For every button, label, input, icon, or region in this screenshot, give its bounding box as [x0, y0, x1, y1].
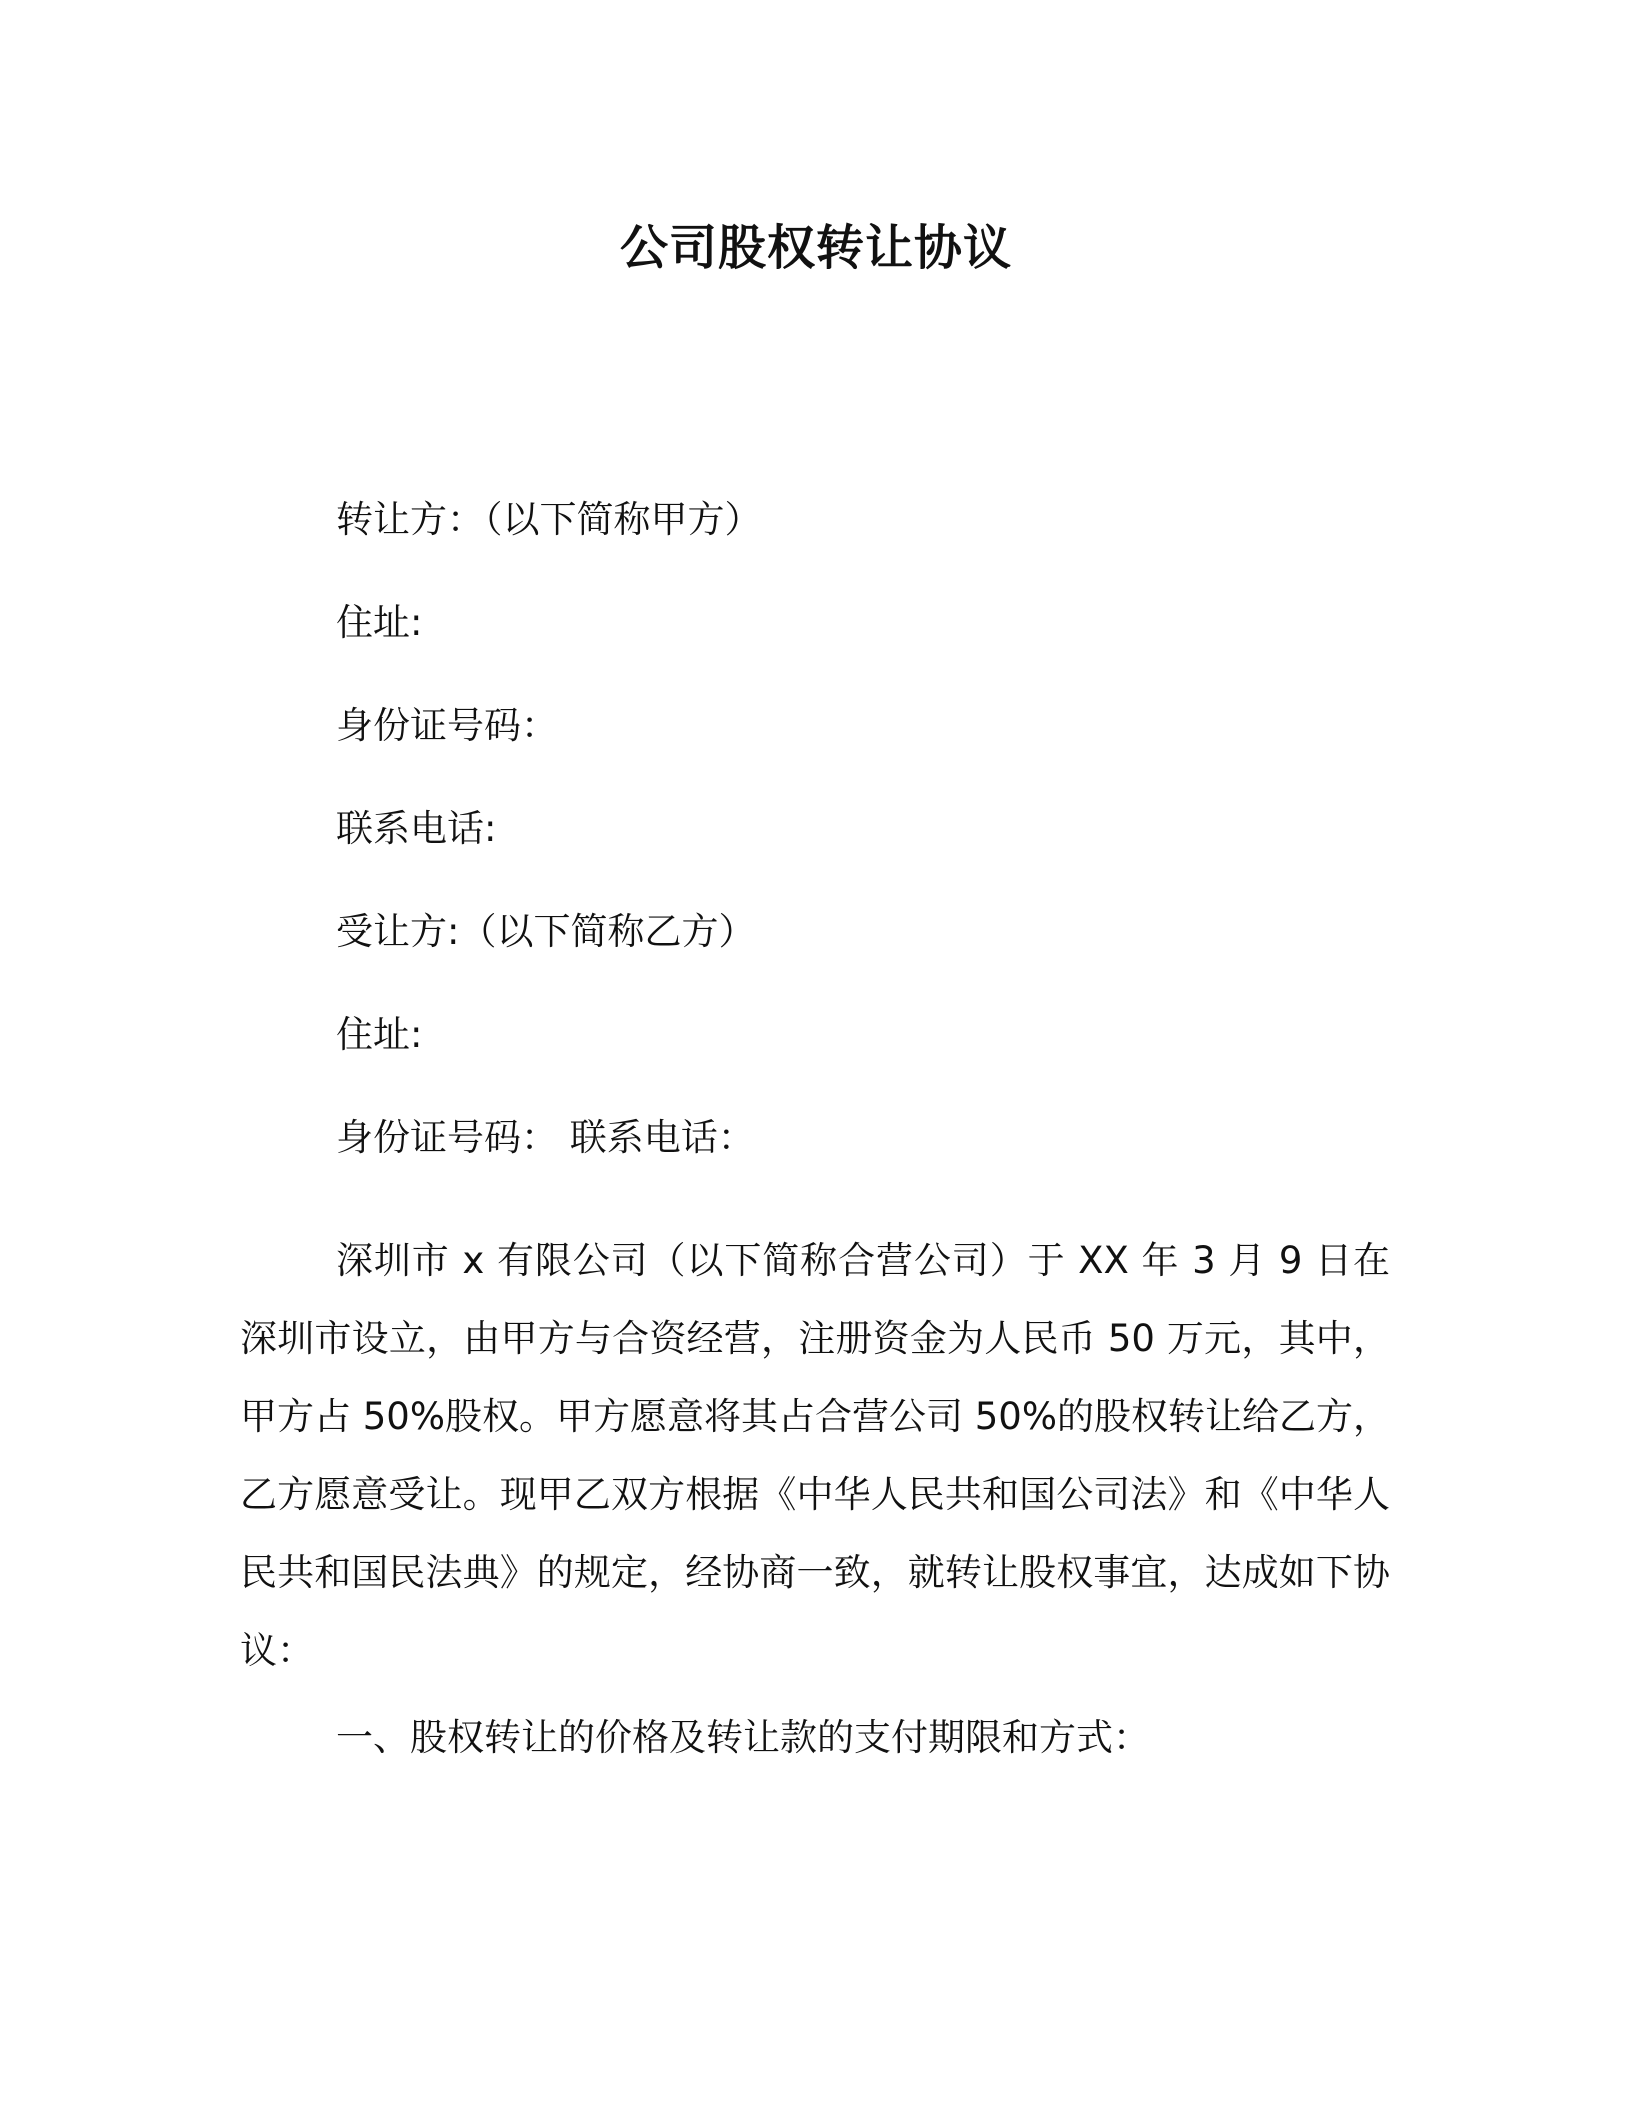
transferor-address: 住址:	[336, 601, 423, 644]
transferor-id-number: 身份证号码：	[336, 704, 558, 747]
document-title: 公司股权转让协议	[619, 220, 1012, 276]
transferee-address: 住址:	[336, 1013, 423, 1056]
transferor-phone: 联系电话:	[336, 807, 497, 850]
transferee-id-and-phone: 身份证号码： 联系电话：	[336, 1116, 755, 1159]
section-1-heading: 一、股权转让的价格及转让款的支付期限和方式：	[336, 1716, 1150, 1759]
transferor-label: 转让方：（以下简称甲方）	[336, 498, 762, 541]
transferee-label: 受让方:（以下简称乙方）	[336, 910, 756, 953]
preamble-paragraph: 深圳市 x 有限公司（以下简称合营公司）于 XX 年 3 月 9 日在深圳市设立，由甲方与合资经营，注册资金为人民币 50 万元，其中，甲方占 50%股权。甲方愿意将其占合营公司 50%的股权转让给乙方，乙方愿意受让。现甲乙双方根据《中华人民共和国公司法》和《中华人民共和国民法典》的规定，经协商一致，就转让股权事宜，达成如下协议：	[240, 1239, 1390, 1672]
